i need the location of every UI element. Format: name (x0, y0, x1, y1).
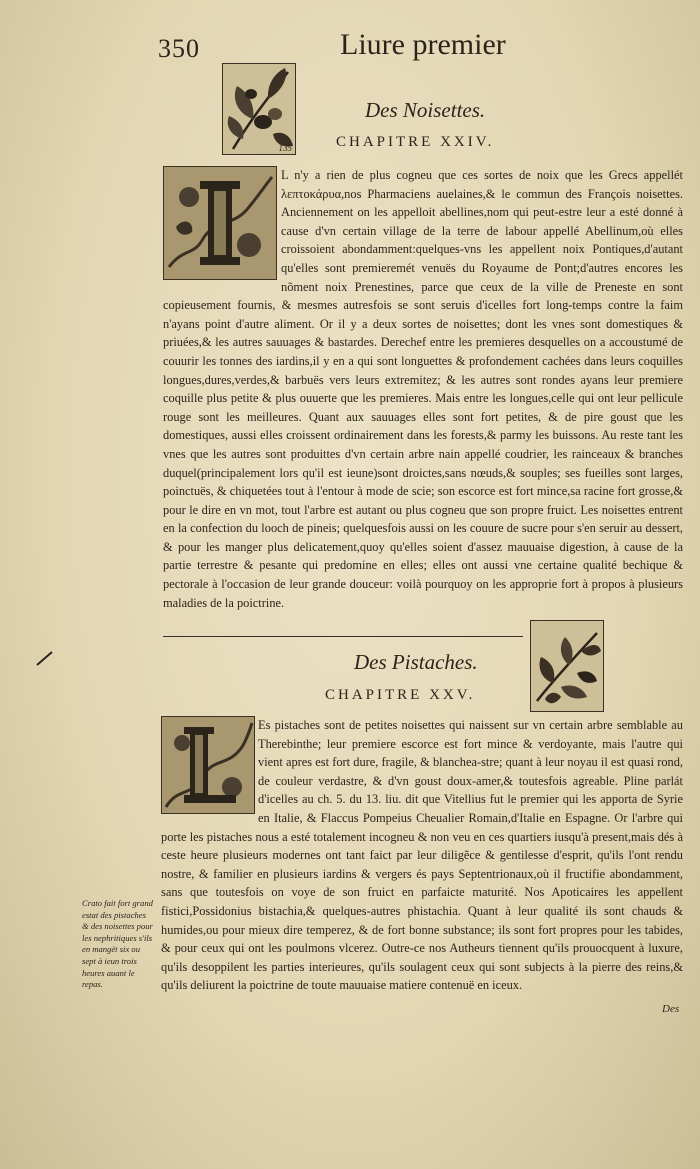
section-divider-rule (163, 636, 523, 637)
ink-mark-icon (36, 650, 54, 666)
figure-number: 135 (278, 143, 292, 153)
margin-note: Crato fait fort grand estat des pistaches & des noisettes pour les nephritiques s'ils en mangët six ou sept à ieun trois heures auant le repas. (82, 898, 153, 990)
section-title-pistaches: Des Pistaches. (354, 650, 478, 674)
noisettes-paragraph: L n'y a rien de plus cogneu que ces sortes de noix que les Grecs appellét λεπτοκάρυα,nos Pharmaciens auelaines,& le commun des François noisettes. Anciennement on les appelloit abellines,nom qui peut-estre leur a esté donné à cause d'vn certain village de la terre de labour appellé Abellinum,où elles croissoient abondamment:quelques-vns les appellent noix Pontiques,d'autant qu'elles sont premieremét venuës du Royaume de Pont;d'autres encores les nõment noix Prenestines, parce que ceux de la ville de Preneste en sont copieusement fournis, & mesmes autresfois se sont seruis d'icelles fort long-temps contre la faim n'ayans point d'autre aliment. Or il y a deux sortes de noisettes; dont les vnes sont domestiques & priuées,& les autres sauuages & bastardes. Derechef entre les premieres desquelles on a accoustumé de couurir les tonnes des iardins,il y en a qui sont longuettes & profondement cachées dans leurs coquilles longues,dures,verdes,& barbuës vers leurs extremitez; & les autres sont rondes ayans leur premiere coquille plus petite & plus ouuerte que les premieres. Mais entre les longues,celle qui ont leur pellicule rouge sont les meilleures. Quant aux sauuages elles sont fort petites, & de pire goust que les domestiques, aussi elles croissent ordinairement dans les forests,& parmy les buissons. Au reste tant les vnes que les autres sont produittes d'vn certain arbre nain appellé coudrier, les rainceaux & branches duquel(principalement lors qu'il est ieune)sont droictes,sans nœuds,& souples; ses fueilles sont larges, poinctuës, & chiquetées tout à l'entour à mode de scie; son escorce est fort mince,sa racine fort grosse,& pour le dire en vn mot, tout l'arbre est autant ou plus cogneu que son propre fruict. Les noisettes entrent en la confection du looch de pineis; quelquesfois aussi on les couure de sucre pour s'en seruir au dessert, & pour les manger plus delicatement,quoy qu'elles soient d'assez mauuaise digestion, à cause de la partie terrestre & pesante qui predomine en elles; elles ont aussi vne certaine qualité bechique & pectorale à l'occasion de leur grande douceur: voilà pourquoy on les approprie fort à propos à plusieurs maladies de la poictrine. (163, 168, 683, 610)
chapter-heading-24: CHAPITRE XXIV. (336, 134, 495, 150)
initial-spacer (161, 716, 258, 810)
hazelnut-woodcut (222, 63, 296, 155)
pistachio-branch-icon (531, 621, 603, 711)
page-number: 350 (158, 34, 200, 63)
pistachio-woodcut (530, 620, 604, 712)
noisettes-body-text (163, 166, 683, 636)
chapter-heading-25: CHAPITRE XXV. (325, 687, 476, 703)
pistaches-body-text (161, 716, 683, 1006)
running-title: Liure premier (340, 28, 506, 61)
section-title-noisettes: Des Noisettes. (365, 98, 486, 122)
hazelnut-branch-icon (223, 64, 295, 154)
pistaches-paragraph: Es pistaches sont de petites noisettes qui naissent sur vn certain arbre semblable au Therebinthe; leur premiere escorce est fort mince & verdoyante, mais l'autre qui vient apres est fort dure, fragile, & blanchea-stre; quant à leur noyau il est quasi rond, de couleur verdastre, & d'vn goust doux-amer,& toutesfois agreable. Pline parlát d'icelles au ch. 5. du 13. liu. dit que Vitellius fut le premier qui les apporta de Syrie en Italie, & Flaccus Pompeius Cheualier Romain,d'Italie en Espagne. Or l'arbre qui porte les pistaches nous a esté totalement incogneu & non veu en ces quartiers iusqu'à present,mais dés à ceste heure plusieurs modernes ont tant faict par leur diligẽce & gentilesse d'esprit, qu'ils l'ont rendu nostre, & familier en plusieurs iardins & vergers és pays Septentrionaux,où il fructifie abondamment, sans que toutesfois on voye de son fruict en parfaicte maturité. Nos Apoticaires les appellent fistici,Possidonius bistachia,& quelques-autres phistachia. Quant à leur qualité ils sont chauds & humides,ou pour mieux dire temperez, & de fort bonne substance; ils sont fort propres pour les tabides, & pour ceux qui ont les poulmons vlcerez. Outre-ce nos Autheurs tiennent qu'ils prouocquent à luxure, qu'ils desoppilent les parties interieures, qu'ils soulagent ceux qui sont subjects à la pierre des reins,& qu'ils deliurent la poictrine de toute mauuaise matiere contenuë en iceux. (161, 718, 683, 993)
initial-spacer (163, 166, 281, 280)
catchword: Des (662, 1003, 680, 1015)
